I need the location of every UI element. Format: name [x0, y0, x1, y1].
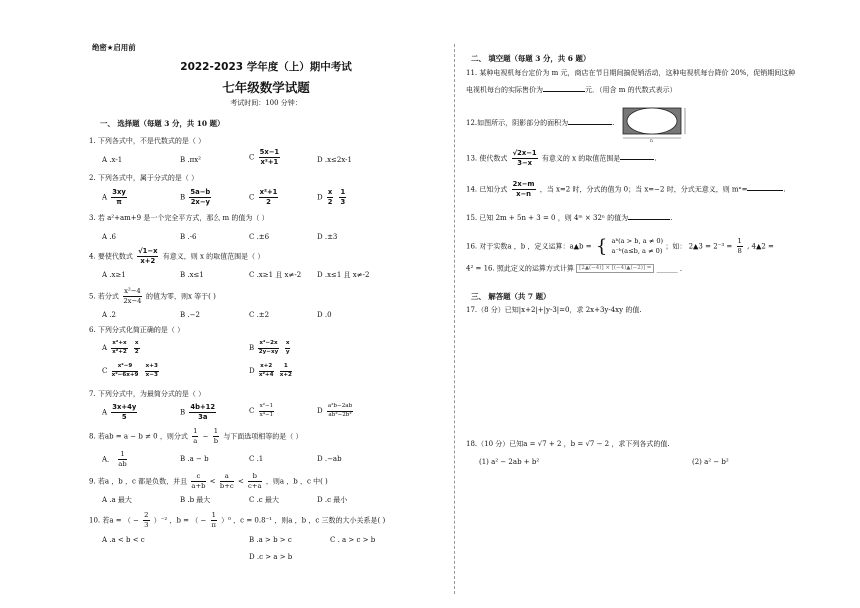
- q16-line1: 16. 对于实数a ，b ，定义运算：a▲b = { aᵇ(a > b, a ≠ 0) a⁻ᵇ(a≤b, a ≠ 0) ；如： 2▲3 = 2⁻³ = $\frac{1}{8}$ , 4▲2 =: [466, 235, 774, 257]
- q9-stem: 9. 若a ，b ，c 都是负数，并且 $\frac{c}{a+b}$ < $\frac{a}{b+c}$ < $\frac{b}{c+a}$ ，则a ，b ，c 中( ): [89, 472, 328, 490]
- q5-option-b: B .−2: [180, 311, 200, 319]
- q7-option-d: D $\frac{\text{a²b−2ab}}{\text{ab²−2b²}}$: [317, 403, 353, 418]
- section-2-title: 二、 填空题（每题 3 分，共 6 题）: [471, 54, 591, 63]
- q5-stem: 5. 若分式 $\frac{\text{x²−4}}{2x-4}$ 的值为零，则x 等于( ): [89, 287, 216, 305]
- q14-stem: 14. 已知分式 $\frac{2x-m}{x-n}$ ，当 x=2 时，分式的值为 0；当 x=−2 时，分式无意义，则 mⁿ= .: [466, 180, 786, 198]
- q2-stem: 2. 下列各式中，属于分式的是（ ）: [89, 174, 199, 182]
- q10-option-d: D .c > a > b: [249, 553, 293, 561]
- q8-option-d: D .−ab: [317, 455, 342, 463]
- q1-stem: 1. 下列各式中，不是代数式的是（ ）: [89, 137, 206, 145]
- q2-option-a: A $\frac{3xy}{\pi}$: [102, 188, 126, 206]
- q10-option-a: A .a < b < c: [102, 536, 145, 544]
- q8-option-a: A． $\frac{1}{ab}$: [102, 450, 127, 468]
- q2-option-b: B $\frac{5a-b}{2x-y}$: [180, 188, 211, 206]
- q15-stem: 15. 已知 2m + 5n + 3 = 0 ，则 4ᵐ × 32ⁿ 的值为 .: [466, 214, 673, 222]
- q13-stem: 13. 使代数式 $\frac{√2x-1}{3-x}$ 有意义的 x 的取值范围是 .: [466, 149, 657, 167]
- figure-label-n: n: [650, 139, 653, 142]
- q10-option-b: B .a > b > c: [249, 536, 292, 544]
- section-1-title: 一、 选择题（每题 3 分，共 10 题）: [100, 119, 225, 128]
- q9-option-a: A .a 最大: [102, 496, 132, 504]
- q1-option-b: B .πx²: [180, 156, 201, 164]
- q18-part1: (1) a² − 2ab + b²: [479, 458, 540, 466]
- q16-line2: 4² = 16. 照此定义的运算方式计算 [2▲(−4)] × [(−4)▲(−2)] = ______ ．: [466, 264, 687, 273]
- shaded-rectangle-figure: [617, 106, 691, 142]
- q1-option-d: D .x≤2x-1: [317, 156, 352, 164]
- q8-option-b: B .a − b: [180, 455, 209, 463]
- q7-stem: 7. 下列分式中，为最简分式的是（ ）: [89, 390, 206, 398]
- q11-line1: 11. 某种电视机每台定价为 m 元，商店在节日期间搞促销活动，这种电视机每台降价 20%，促销期间这种: [466, 69, 796, 77]
- q9-option-b: B .b 最大: [180, 496, 211, 504]
- page-divider: [454, 44, 455, 594]
- q8-stem: 8. 若ab = a − b ≠ 0 ，则分式 $\frac{1}{a}$ − $\frac{1}{b}$ 与下面选项相等的是（ ）: [89, 427, 303, 445]
- q3-option-a: A .6: [102, 233, 116, 241]
- q7-option-b: B $\frac{4b+12}{3a}$: [180, 403, 216, 421]
- q3-option-b: B .-6: [180, 233, 197, 241]
- q18-stem: 18.（10 分）已知a = √7 + 2 ，b = √7 − 2 ，求下列各式的值.: [466, 440, 670, 448]
- section-3-title: 三、 解答题（共 7 题）: [471, 292, 551, 301]
- q3-option-c: C .±6: [249, 233, 270, 241]
- q9-option-d: D .c 最小: [317, 496, 348, 504]
- q9-option-c: C .c 最大: [249, 496, 279, 504]
- q3-option-d: D .±3: [317, 233, 338, 241]
- q10-option-c: C . a > c > b: [330, 536, 376, 544]
- q12-stem: 12.如图所示，阴影部分的面积为 .: [466, 119, 615, 127]
- q6-option-a: A $\frac{\text{x²+x}}{\text{x²+2}}$ $\frac{x}{2}$: [102, 340, 139, 355]
- q6-option-d: D $\frac{x+2}{\text{x²+4}}$ $\frac{1}{x+2}$: [249, 363, 292, 378]
- exam-subtitle: 七年级数学试题: [222, 80, 310, 95]
- q4-stem: 4. 要使代数式 $\frac{√1-x}{x+2}$ 有意义，则 x 的取值范围是（ ）: [89, 247, 265, 265]
- q6-stem: 6. 下列分式化简正确的是（ ）: [89, 326, 185, 334]
- q4-option-a: A .x≥1: [102, 271, 126, 279]
- q16-expression-box: [2▲(−4)] × [(−4)▲(−2)] =: [576, 264, 654, 273]
- q7-option-c: C $\frac{\text{x²−1}}{\text{x⁴−1}}$: [249, 403, 274, 418]
- q3-stem: 3. 若 a²+am+9 是一个完全平方式，那么 m 的值为（ ）: [89, 214, 269, 222]
- q4-option-d: D .x≤1 且 x≠-2: [317, 271, 370, 279]
- exam-time: 考试时间：100 分钟：: [230, 99, 302, 107]
- q2-option-c: C $\frac{\text{x²+1}}{2}$: [249, 188, 278, 206]
- q1-option-c: C $\frac{5x-1}{\text{x²+1}}$: [249, 148, 280, 166]
- q4-option-b: B .x≤1: [180, 271, 204, 279]
- confidential-mark: 绝密★启用前: [92, 43, 136, 52]
- q8-option-c: C .1: [249, 455, 264, 463]
- q5-option-d: D .0: [317, 311, 332, 319]
- q18-part2: (2) a² − b²: [692, 458, 729, 466]
- q10-stem: 10. 若a = （ − $\frac{2}{3}$ ）⁻² ，b = （ − $\frac{1}{\pi}$ ）⁰ ，c = 0.8⁻¹ ，则a ，b ，c 三数的大小关系是( ): [89, 511, 386, 529]
- q6-option-c: C $\frac{\text{x²−9}}{\text{x²−6x+9}}$ $\frac{x+3}{x-3}$: [102, 363, 158, 378]
- q17-stem: 17.（8 分）已知|x+2|+|y-3|=0，求 2x+3y-4xy 的值.: [466, 306, 642, 314]
- q7-option-a: A $\frac{3x+4y}{5}$: [102, 403, 137, 421]
- exam-title: 2022-2023 学年度（上）期中考试: [180, 61, 352, 73]
- q4-option-c: C .x≥1 且 x≠-2: [249, 271, 302, 279]
- q6-option-b: B $\frac{\text{x²−2x}}{2y-xy}$ $\frac{x}{y}$: [249, 340, 290, 355]
- q5-option-a: A .2: [102, 311, 116, 319]
- q11-line2: 电视机每台的实际售价为 元．（用含 m 的代数式表示）: [466, 86, 677, 94]
- q1-option-a: A .x-1: [102, 156, 123, 164]
- q5-option-c: C .±2: [249, 311, 270, 319]
- q2-option-d: D $\frac{x}{2}$ $\frac{1}{3}$: [317, 188, 346, 206]
